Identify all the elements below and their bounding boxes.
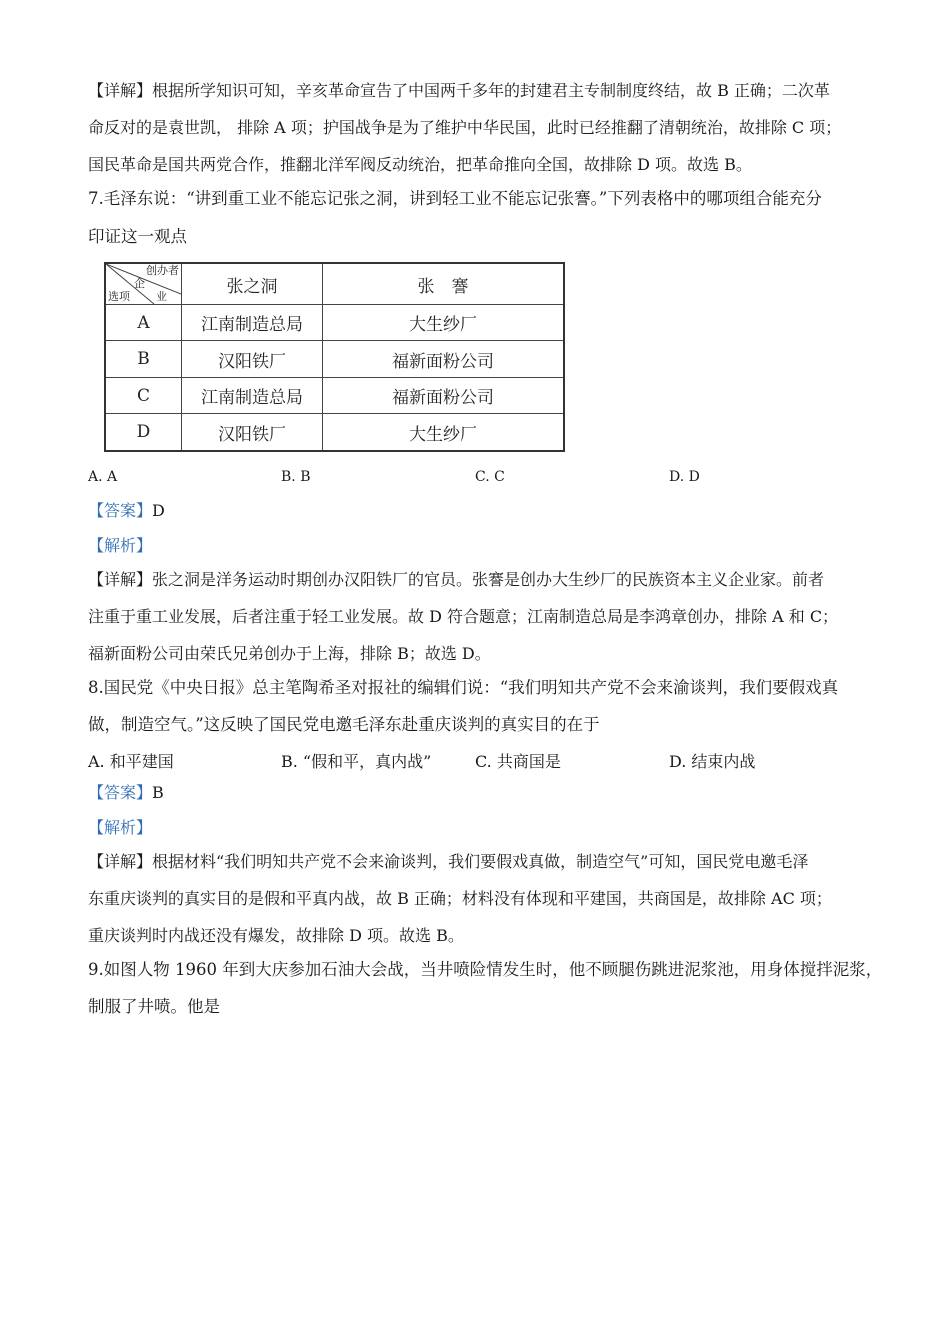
table-row xyxy=(105,305,564,341)
q8-option-b[interactable]: B. “假和平，真内战” xyxy=(281,752,432,771)
table-cell-zhang-zhidong: 江南制造总局 xyxy=(182,305,323,341)
table-row xyxy=(105,341,564,377)
q7-detail-line-2: 注重于重工业发展，后者注重于轻工业发展。故 D 符合题意；江南制造总局是李鸿章创办，排除 A 和 C； xyxy=(88,607,839,626)
table-header-zhang-jian: 张 謇 xyxy=(323,263,565,305)
table-header-row xyxy=(105,263,564,305)
q9-number: 9. xyxy=(88,960,104,979)
table-corner-cell xyxy=(105,263,182,305)
q7-options xyxy=(88,469,868,489)
table-cell-zhang-jian: 大生纱厂 xyxy=(323,305,565,341)
table-row xyxy=(105,377,564,413)
corner-option-label: 选项 xyxy=(108,290,130,303)
q9-stem-text-1: 如图人物 1960 年到大庆参加石油大会战，当井喷险情发生时，他不顾腿伤跳进泥浆池，用身体搅拌泥浆， xyxy=(103,960,883,979)
q9-stem-line-2: 制服了井喷。他是 xyxy=(88,997,220,1016)
q7-option-c[interactable]: C. C xyxy=(475,469,505,485)
q8-options xyxy=(88,749,868,769)
q6-detail-line-3: 国民革命是国共两党合作，推翻北洋军阀反动统治，把革命推向全国，故排除 D 项。故选 B。 xyxy=(88,155,752,174)
q8-option-a[interactable]: A. 和平建国 xyxy=(88,752,174,771)
table-cell-zhang-zhidong: 汉阳铁厂 xyxy=(182,414,323,451)
q8-stem-line-1 xyxy=(88,678,838,698)
table-cell-zhang-jian: 大生纱厂 xyxy=(323,414,565,451)
table-row xyxy=(105,414,564,451)
q7-answer: D xyxy=(152,501,165,520)
table-cell-zhang-jian: 福新面粉公司 xyxy=(323,377,565,413)
q7-option-b[interactable]: B. B xyxy=(281,469,311,485)
q7-stem-text-1: 毛泽东说：“讲到重工业不能忘记张之洞，讲到轻工业不能忘记张謇。”下列表格中的哪项组合能充分 xyxy=(103,189,822,208)
corner-founder-label: 创办者 xyxy=(146,264,179,277)
answer-label: 【答案】 xyxy=(88,501,153,520)
q7-detail-line-3: 福新面粉公司由荣氏兄弟创办于上海，排除 B；故选 D。 xyxy=(88,644,491,663)
q8-stem-text-1: 国民党《中央日报》总主笔陶希圣对报社的编辑们说：“我们明知共产党不会来渝谈判，我们要假戏真 xyxy=(103,678,839,697)
q7-options-table xyxy=(104,262,565,452)
corner-enterprise-label-1: 企 xyxy=(134,277,145,290)
q7-answer-line xyxy=(88,501,165,521)
q9-stem-line-1 xyxy=(88,960,882,980)
answer-label: 【答案】 xyxy=(88,783,153,802)
q8-detail-line-1: 【详解】根据材料“我们明知共产党不会来渝谈判，我们要假戏真做，制造空气”可知，国民党电邀毛泽 xyxy=(88,852,809,871)
table-cell-option: D xyxy=(105,414,182,451)
q8-detail-line-3: 重庆谈判时内战还没有爆发，故排除 D 项。故选 B。 xyxy=(88,926,464,945)
table-cell-zhang-zhidong: 汉阳铁厂 xyxy=(182,341,323,377)
q7-number: 7. xyxy=(88,189,104,208)
q8-analysis-label: 【解析】 xyxy=(88,818,153,837)
q8-answer: B xyxy=(152,783,164,802)
q8-number: 8. xyxy=(88,678,104,697)
q7-detail-line-1: 【详解】张之洞是洋务运动时期创办汉阳铁厂的官员。张謇是创办大生纱厂的民族资本主义企业家。前者 xyxy=(88,570,825,589)
q7-stem-line-2: 印证这一观点 xyxy=(88,227,187,246)
q6-detail-line-1: 【详解】根据所学知识可知，辛亥革命宣告了中国两千多年的封建君主专制制度终结，故 B 正确；二次革 xyxy=(88,81,830,100)
table-cell-option: C xyxy=(105,377,182,413)
q7-option-a[interactable]: A. A xyxy=(88,469,118,485)
corner-enterprise-label-2: 业 xyxy=(156,290,167,303)
table-header-zhang-zhidong: 张之洞 xyxy=(182,263,323,305)
table-cell-zhang-jian: 福新面粉公司 xyxy=(323,341,565,377)
q8-option-c[interactable]: C. 共商国是 xyxy=(475,752,561,771)
q8-detail-line-2: 东重庆谈判的真实目的是假和平真内战，故 B 正确；材料没有体现和平建国，共商国是，故排除 AC 项； xyxy=(88,889,832,908)
q6-detail-line-2: 命反对的是袁世凯， 排除 A 项；护国战争是为了维护中华民国，此时已经推翻了清朝统治，故排除 C 项； xyxy=(88,118,842,137)
q8-option-d[interactable]: D. 结束内战 xyxy=(669,752,756,771)
table-cell-zhang-zhidong: 江南制造总局 xyxy=(182,377,323,413)
q7-option-d[interactable]: D. D xyxy=(669,469,700,485)
q8-answer-line xyxy=(88,783,164,803)
table-cell-option: B xyxy=(105,341,182,377)
q8-stem-line-2: 做，制造空气。”这反映了国民党电邀毛泽东赴重庆谈判的真实目的在于 xyxy=(88,715,600,734)
q7-stem-line-1 xyxy=(88,189,822,209)
table-cell-option: A xyxy=(105,305,182,341)
q7-analysis-label: 【解析】 xyxy=(88,536,153,555)
